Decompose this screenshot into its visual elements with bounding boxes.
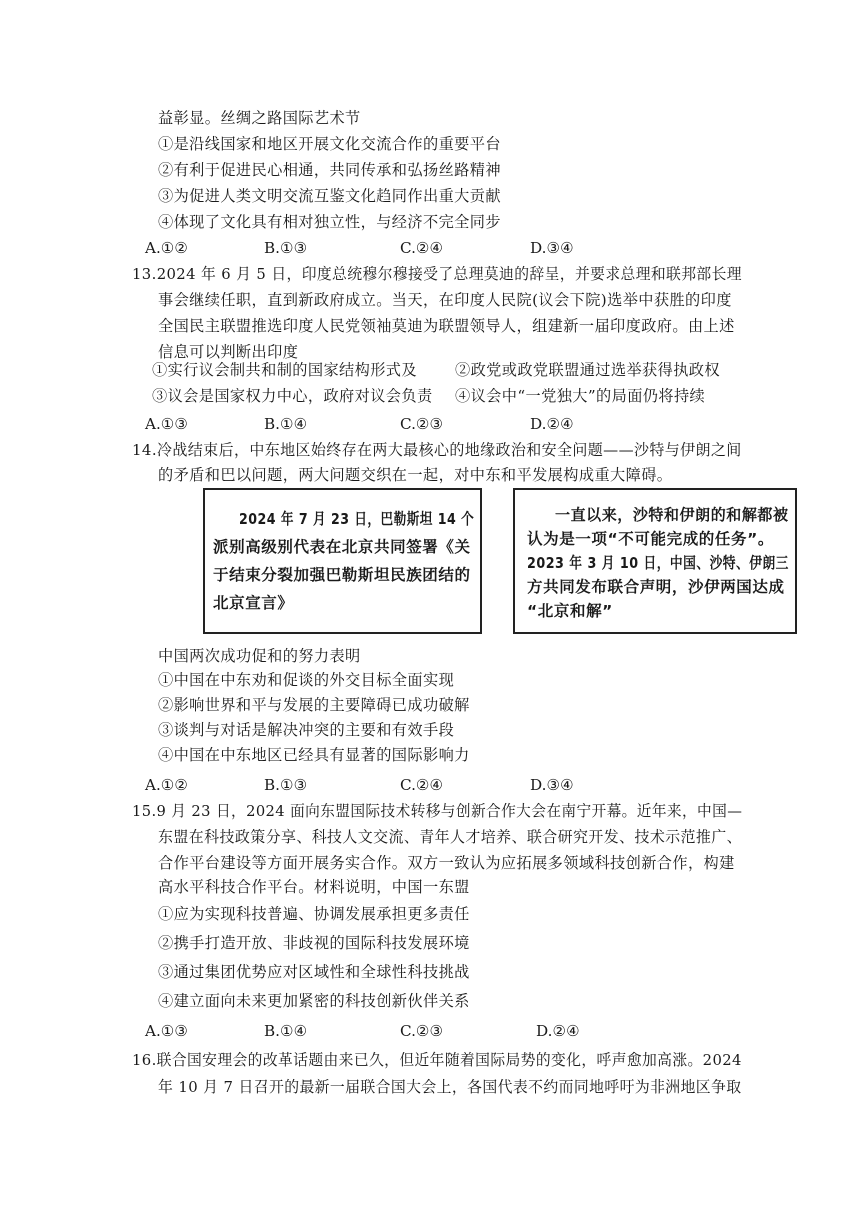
q14-option-d: D.③④ [530, 776, 574, 794]
q15-item-4: ④建立面向未来更加紧密的科技创新伙伴关系 [158, 992, 470, 1010]
q15-stem-line-4: 高水平科技合作平台。材料说明，中国一东盟 [158, 878, 470, 896]
q15-option-c: C.②③ [400, 1022, 444, 1040]
q12-option-d: D.③④ [530, 239, 574, 257]
q12-item-3: ③为促进人类文明交流互鉴文化趋同作出重大贡献 [158, 187, 501, 205]
box-left-line-2: 派别高级别代表在北京共同签署《关 [213, 538, 471, 556]
box-right-line-3: 2023 年 3 月 10 日，中国、沙特、伊朗三 [527, 554, 789, 572]
q15-option-a: A.①③ [145, 1022, 189, 1040]
q14-stem-cont: 中国两次成功促和的努力表明 [158, 647, 361, 665]
q12-option-b: B.①③ [264, 239, 308, 257]
q15-stem-line-2: 东盟在科技政策分享、科技人文交流、青年人才培养、联合研究开发、技术示范推广、 [158, 828, 743, 846]
q13-stem-line-1: 13.2024 年 6 月 5 日，印度总统穆尔穆接受了总理莫迪的辞呈，并要求总理和联邦部长理 [132, 265, 742, 283]
q14-option-c: C.②④ [400, 776, 444, 794]
q16-stem-line-2: 年 10 月 7 日召开的最新一届联合国大会上，各国代表不约而同地呼吁为非洲地区争取 [158, 1078, 742, 1096]
q13-option-b: B.①④ [264, 415, 308, 433]
box-right-line-4: 方共同发布联合声明，沙伊两国达成 [527, 578, 785, 596]
q13-stem-line-4: 信息可以判断出印度 [158, 343, 299, 361]
q13-option-d: D.②④ [530, 415, 574, 433]
box-right-line-5: “北京和解” [527, 602, 613, 620]
q13-stem-line-3: 全国民主联盟推选印度人民党领袖莫迪为联盟领导人，组建新一届印度政府。由上述 [158, 317, 735, 335]
q12-item-1: ①是沿线国家和地区开展文化交流合作的重要平台 [158, 135, 501, 153]
material-box-palestine [203, 488, 482, 634]
q15-stem-line-3: 合作平台建设等方面开展务实合作。双方一致认为应拓展多领域科技创新合作，构建 [158, 854, 735, 872]
q15-item-2: ②携手打造开放、非歧视的国际科技发展环境 [158, 934, 470, 952]
box-right-line-2: 认为是一项“不可能完成的任务”。 [527, 530, 774, 548]
q14-item-2: ②影响世界和平与发展的主要障碍已成功破解 [158, 696, 470, 714]
q16-stem-line-1: 16.联合国安理会的改革话题由来已久，但近年随着国际局势的变化，呼声愈加高涨。2024 [132, 1051, 742, 1069]
q14-item-3: ③谈判与对话是解决冲突的主要和有效手段 [158, 721, 455, 739]
q14-stem-line-1: 14.冷战结束后，中东地区始终存在两大最核心的地缘政治和安全问题——沙特与伊朗之间 [132, 441, 742, 459]
q13-item-2: ②政党或政党联盟通过选举获得执政权 [455, 361, 720, 379]
q12-option-a: A.①② [145, 239, 189, 257]
box-left-line-1: 2024 年 7 月 23 日，巴勒斯坦 14 个 [239, 510, 475, 528]
q12-item-4: ④体现了文化具有相对独立性，与经济不完全同步 [158, 213, 501, 231]
q15-option-d: D.②④ [536, 1022, 580, 1040]
q14-item-4: ④中国在中东地区已经具有显著的国际影响力 [158, 746, 470, 764]
q14-option-a: A.①② [145, 776, 189, 794]
q13-item-4: ④议会中“一党独大”的局面仍将持续 [455, 387, 706, 405]
q15-stem-line-1: 15.9 月 23 日，2024 面向东盟国际技术转移与创新合作大会在南宁开幕。近年来，中国— [132, 802, 743, 820]
q13-option-c: C.②③ [400, 415, 444, 433]
q14-stem-line-2: 的矛盾和巴以问题，两大问题交织在一起，对中东和平发展构成重大障碍。 [158, 466, 673, 484]
q12-stem: 益彰显。丝绸之路国际艺术节 [158, 109, 361, 127]
material-box-saudi-iran [513, 488, 797, 634]
q13-item-3: ③议会是国家权力中心，政府对议会负责 [152, 387, 433, 405]
q15-item-3: ③通过集团优势应对区域性和全球性科技挑战 [158, 963, 470, 981]
q14-option-b: B.①③ [264, 776, 308, 794]
q15-item-1: ①应为实现科技普遍、协调发展承担更多责任 [158, 905, 470, 923]
box-left-line-3: 于结束分裂加强巴勒斯坦民族团结的 [213, 566, 471, 584]
q14-item-1: ①中国在中东劝和促谈的外交目标全面实现 [158, 671, 455, 689]
q13-stem-line-2: 事会继续任职，直到新政府成立。当天，在印度人民院(议会下院)选举中获胜的印度 [158, 291, 732, 309]
q15-option-b: B.①④ [264, 1022, 308, 1040]
q13-option-a: A.①③ [145, 415, 189, 433]
box-right-line-1: 一直以来，沙特和伊朗的和解都被 [555, 506, 789, 524]
q12-option-c: C.②④ [400, 239, 444, 257]
q12-item-2: ②有利于促进民心相通，共同传承和弘扬丝路精神 [158, 161, 501, 179]
box-left-line-4: 北京宣言》 [213, 594, 294, 612]
q13-item-1: ①实行议会制共和制的国家结构形式及 [152, 361, 417, 379]
